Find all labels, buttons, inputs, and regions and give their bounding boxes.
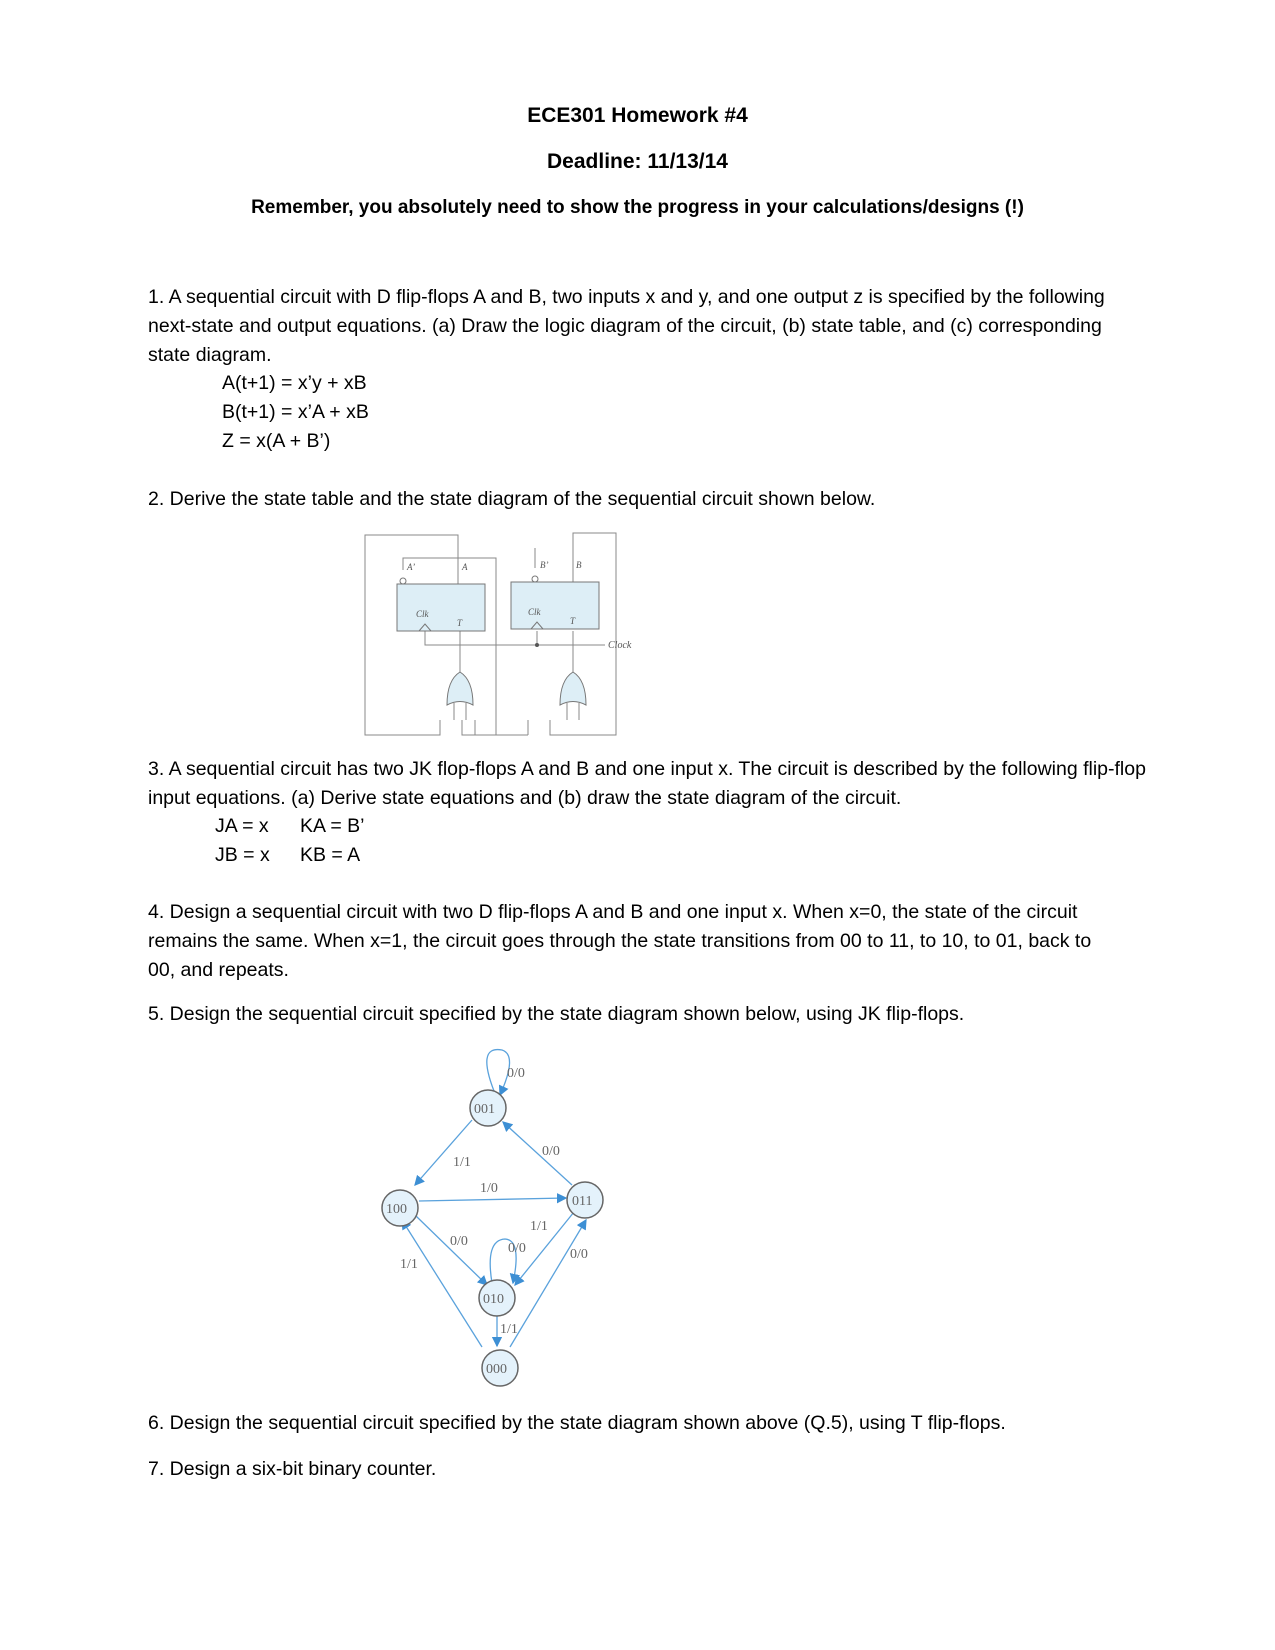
state-label-001: 001 [474,1102,495,1117]
label-clk-a: Clk [416,609,429,619]
clock-wire [425,631,605,645]
edge-label-011-010: 1/1 [530,1219,548,1234]
state-label-000: 000 [486,1362,507,1377]
document-title: ECE301 Homework #4 [527,104,748,127]
question-3-text: 3. A sequential circuit has two JK flop-flops A and B and one input x. The circuit is described by the following flip-flop input equations. (a) Derive state equations and (b) draw the state diagram of the circuit. [148,758,1146,809]
transition-100-010 [416,1216,487,1285]
q1-equation-b: B(t+1) = x’A + xB [222,401,369,423]
transition-000-100 [402,1220,482,1347]
edge-label-011-001: 0/0 [542,1144,560,1159]
question-5-text: 5. Design the sequential circuit specified by the state diagram shown below, using JK flip-flops. [148,1003,965,1025]
question-4-text: 4. Design a sequential circuit with two D flip-flops A and B and one input x. When x=0, the state of the circuit remains the same. When x=1, the circuit goes through the state transitions from 00 to 11, to 10, to 01, back to 00, and repeats. [148,901,1092,981]
q3-equations-row-2 [215,841,360,870]
transition-001-100 [415,1120,472,1185]
edge-label-000-011: 0/0 [570,1247,588,1262]
t-flipflop-circuit-figure [360,530,650,740]
flipflop-a [397,584,485,631]
edge-label-000-100: 1/1 [400,1257,418,1272]
label-b-prime: B’ [540,560,549,570]
state-diagram [370,1040,630,1390]
state-label-010: 010 [483,1292,504,1307]
flipflop-b [511,582,599,629]
q3-equations-row-1 [215,812,365,841]
label-t-a: T [457,618,463,628]
q1-equation-a: A(t+1) = x’y + xB [222,372,367,394]
reminder-note: Remember, you absolutely need to show the progress in your calculations/designs (!) [251,197,1024,218]
edge-label-100-010: 0/0 [450,1234,468,1249]
or-gate-b [560,672,586,705]
deadline: Deadline: 11/13/14 [547,150,728,173]
q3-ja: JA = x [215,815,269,837]
edge-label-010-self: 0/0 [508,1241,526,1256]
edge-label-001-self: 0/0 [507,1066,525,1081]
transition-100-011 [419,1198,566,1201]
edge-label-100-011: 1/0 [480,1181,498,1196]
edge-label-001-100: 1/1 [453,1155,471,1170]
state-label-100: 100 [386,1202,407,1217]
question-2-text: 2. Derive the state table and the state diagram of the sequential circuit shown below. [148,488,876,510]
edge-label-010-000: 1/1 [500,1322,518,1337]
label-clock: Clock [608,640,632,651]
transition-000-011 [510,1220,586,1347]
label-b: B [576,560,582,570]
transition-011-001 [503,1122,572,1185]
q3-jb: JB = x [215,844,270,866]
clock-junction [535,643,539,647]
question-6-text: 6. Design the sequential circuit specified by the state diagram shown above (Q.5), using T flip-flops. [148,1412,1006,1434]
question-1-text: 1. A sequential circuit with D flip-flops A and B, two inputs x and y, and one output z is specified by the following next-state and output equations. (a) Draw the logic diagram of the circuit, (b) state table, and (c) corresponding state diagram. [148,286,1105,366]
q1-equation-z: Z = x(A + B’) [222,430,331,452]
label-a-prime: A’ [407,562,416,572]
label-a: A [462,562,468,572]
q3-ka: KA = B’ [300,815,365,837]
q3-kb: KB = A [300,844,361,866]
or-gate-a [447,672,473,705]
label-clk-b: Clk [528,607,541,617]
question-7-text: 7. Design a six-bit binary counter. [148,1458,437,1480]
label-t-b: T [570,616,576,626]
state-label-011: 011 [572,1194,593,1209]
